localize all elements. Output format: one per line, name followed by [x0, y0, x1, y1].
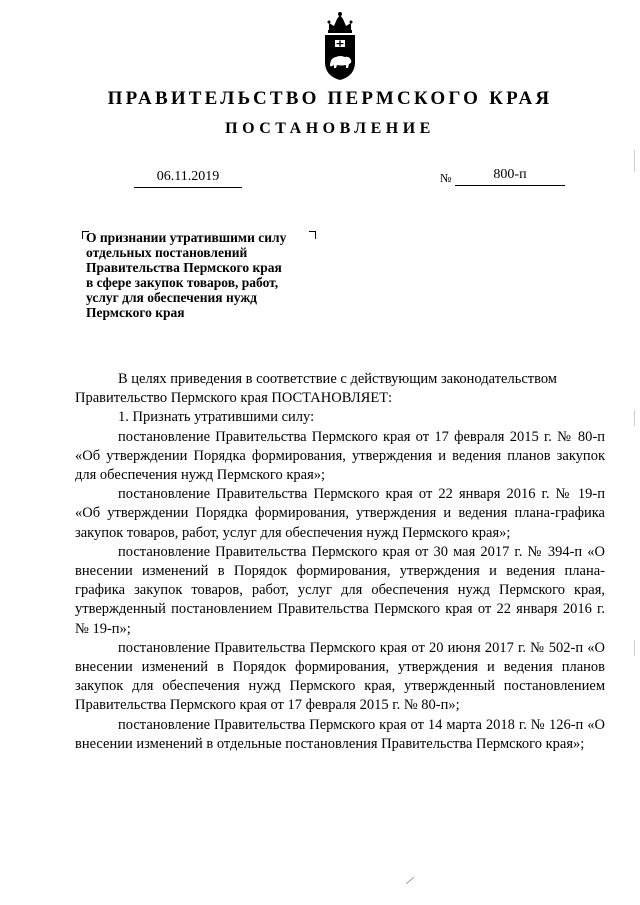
body-paragraph: постановление Правительства Пермского края от 17 февраля 2015 г. № 80-п «Об утверждении Порядка формирования, утверждения и ведения планов закупок для обеспечения нужд Пермского края»; [75, 428, 605, 484]
subject-line: отдельных постановлений [86, 245, 248, 260]
body-paragraph: 1. Признать утратившими силу: [118, 409, 315, 426]
body-paragraph: постановление Правительства Пермского края от 20 июня 2017 г. № 502-п «О внесении изменений в Порядок формирования, утверждения и ведения планов закупок для обеспечения нужд Пермского края, утвержденный постановлением Правительства Пермского края от 17 февраля 2015 г. № 80-п»; [75, 639, 605, 714]
body-paragraph: постановление Правительства Пермского края от 22 января 2016 г. № 19-п «Об утверждении Порядка формирования, утверждения и ведения плана-графика закупок товаров, работ, услуг для обеспечения нужд Пермского края»; [75, 486, 605, 541]
body-paragraph: постановление Правительства Пермского края от 14 марта 2018 г. № 126-п «О внесении изменений в отдельные постановления Правительства Пермского края»; [75, 716, 605, 752]
body-paragraph: постановление Правительства Пермского края от 30 мая 2017 г. № 394-п «О внесении изменений в Порядок формирования, утверждения и ведения плана-графика закупок товаров, работ, услуг для обеспечения нужд Пермского края, утвержденный постановлением Правительства Пермского края от 22 января 2016 г. № 19-п»; [75, 543, 605, 637]
number-sign: № [440, 171, 452, 185]
subject-line: О признании утратившими силу [86, 230, 287, 245]
subject-line: Пермского края [86, 305, 185, 320]
body-paragraph: В целях приведения в соответствие с действующим законодательством Правительство Пермского края ПОСТАНОВЛЯЕТ: [75, 371, 557, 407]
scan-artifact [406, 877, 414, 884]
subject-line: Правительства Пермского края [86, 260, 282, 275]
document-type-title: ПОСТАНОВЛЕНИЕ [225, 120, 435, 137]
subject-line: услуг для обеспечения нужд [86, 290, 257, 305]
document-number: 800-п [455, 167, 565, 186]
subject-line: в сфере закупок товаров, работ, [86, 275, 279, 290]
government-title: ПРАВИТЕЛЬСТВО ПЕРМСКОГО КРАЯ [107, 88, 553, 109]
document-body [75, 370, 605, 754]
scan-edge-mark [634, 640, 635, 656]
document-date: 06.11.2019 [134, 169, 242, 188]
perm-krai-coat-of-arms-icon [321, 10, 359, 82]
scan-edge-mark [634, 410, 635, 426]
document-subject [86, 230, 316, 320]
scan-edge-mark [634, 150, 635, 172]
